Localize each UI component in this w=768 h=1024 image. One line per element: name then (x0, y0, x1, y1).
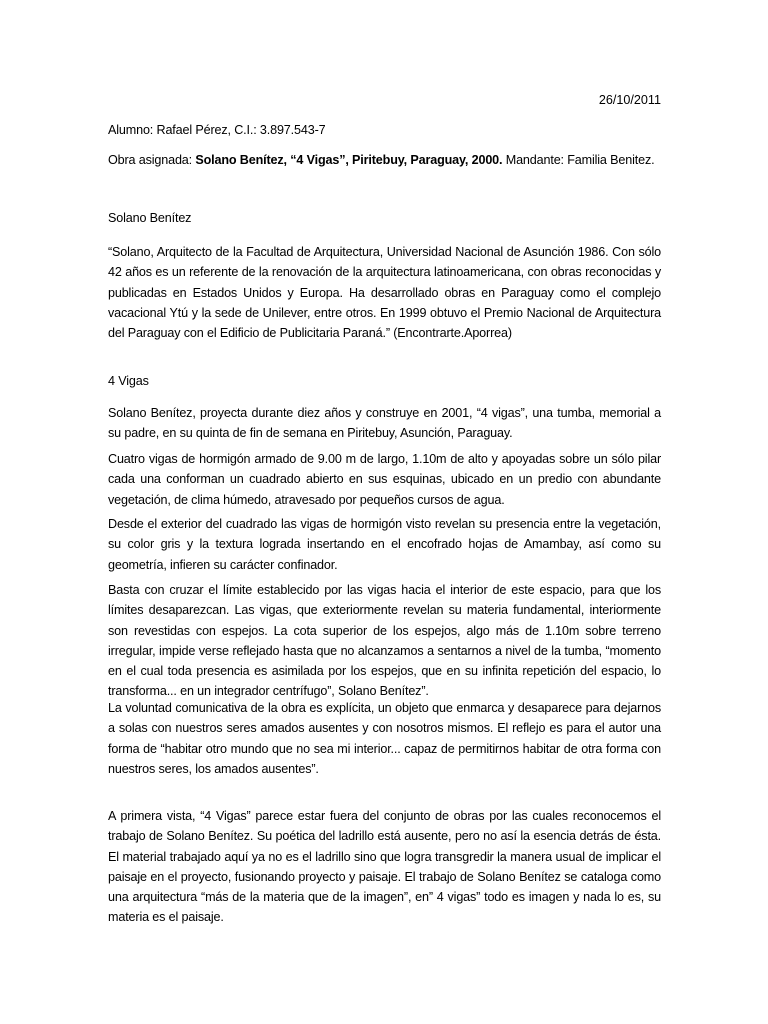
paragraph-5: La voluntad comunicativa de la obra es explícita, un objeto que enmarca y desaparece para dejarnos a solas con nuestros seres amados ausentes y con nosotros mismos. El reflejo es para el autor una forma de “habitar otro mundo que no sea mi interior... capaz de permitirnos habitar de otra forma con nuestros seres, los amados ausentes”. (108, 701, 661, 776)
paragraph-4: Basta con cruzar el límite establecido por las vigas hacia el interior de este espacio, para que los límites desaparezcan. Las vigas, que exteriormente revelan su materia fundamental, interiormente son revestidas con espejos. La cota superior de los espejos, algo más de 1.10m sobre terreno irregular, impide verse reflejado hasta que no alcanzamos a sentarnos a nivel de la tumba, “momento en el cual toda presencia es asimilada por los espejos, que en su infinita repetición del espacio, lo transforma... en un integrador centrífugo”, Solano Benítez”. (108, 583, 661, 699)
document-date: 26/10/2011 (598, 93, 661, 107)
paragraph-3: Desde el exterior del cuadrado las vigas de hormigón visto revelan su presencia entre la vegetación, su color gris y la textura lograda insertando en el encofrado hojas de Amambay, así como su geometría, infieren su carácter confinador. (108, 517, 661, 572)
paragraph-6: A primera vista, “4 Vigas” parece estar fuera del conjunto de obras por las cuales reconocemos el trabajo de Solano Benítez. Su poética del ladrillo está ausente, pero no así la esencia detrás de ésta. El material trabajado aquí ya no es el ladrillo sino que logra transgredir la manera usual de implicar el paisaje en el proyecto, fusionando proyecto y paisaje. El trabajo de Solano Benítez se cataloga como una arquitectura “más de la materia que de la imagen”, en” 4 vigas” todo es imagen y nada lo es, su materia es el paisaje. (108, 809, 661, 925)
paragraph-1: Solano Benítez, proyecta durante diez años y construye en 2001, “4 vigas”, una tumba, memorial a su padre, en su quinta de fin de semana en Piritebuy, Asunción, Paraguay. (108, 406, 661, 441)
assignment-prefix: Obra asignada: (108, 153, 196, 167)
assignment-line (108, 150, 661, 170)
solano-bio-quote: “Solano, Arquitecto de la Facultad de Arquitectura, Universidad Nacional de Asunción 1986. Con sólo 42 años es un referente de la renovación de la arquitectura latinoamericana, con obras reconocidas y publicadas en Estados Unidos y Europa. Ha desarrollado obras en Paraguay como el complejo vacacional Ytú y la sede de Unilever, entre otros. En 1999 obtuvo el Premio Nacional de Arquitectura del Paraguay con el Edificio de Publicitaria Paraná.” (Encontrarte.Aporrea) (108, 245, 661, 341)
section-title-4-vigas: 4 Vigas (108, 374, 149, 388)
student-line: Alumno: Rafael Pérez, C.I.: 3.897.543-7 (108, 123, 326, 137)
assignment-work: Solano Benítez, “4 Vigas”, Piritebuy, Paraguay, 2000. (195, 153, 503, 167)
assignment-suffix: Mandante: Familia Benitez. (502, 153, 655, 167)
paragraph-2: Cuatro vigas de hormigón armado de 9.00 m de largo, 1.10m de alto y apoyadas sobre un sólo pilar cada una conforman un cuadrado abierto en sus esquinas, ubicado en un predio con abundante vegetación, de clima húmedo, atravesado por pequeños cursos de agua. (108, 452, 661, 507)
section-title-solano: Solano Benítez (108, 211, 192, 225)
